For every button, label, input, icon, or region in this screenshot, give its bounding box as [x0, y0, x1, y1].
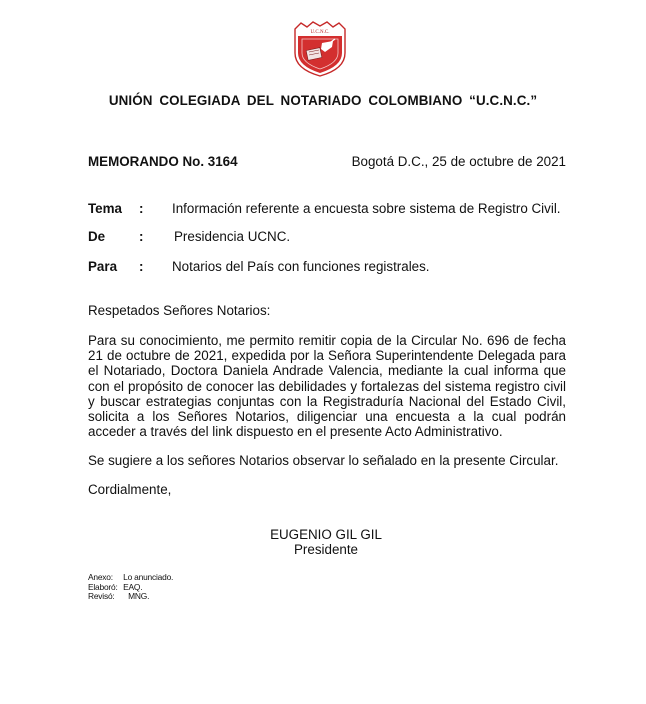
- footer-note-key: Revisó:: [88, 591, 115, 602]
- memo-date: Bogotá D.C., 25 de octubre de 2021: [351, 154, 566, 169]
- footer-note-value: Lo anunciado.: [123, 572, 174, 582]
- signer-title: Presidente: [293, 542, 359, 557]
- meta-row-tema: [88, 201, 588, 217]
- footer-note-value: MNG.: [128, 591, 150, 602]
- memo-number: MEMORANDO No. 3164: [88, 154, 238, 169]
- meta-colon: :: [139, 201, 144, 216]
- meta-label: Tema: [88, 201, 122, 216]
- footer-notes: [88, 573, 173, 602]
- footer-note-value: EAQ.: [123, 581, 143, 592]
- signer-name: EUGENIO GIL GIL: [270, 527, 382, 542]
- closing: Cordialmente,: [88, 482, 172, 497]
- meta-value: Información referente a encuesta sobre sistema de Registro Civil.: [172, 201, 561, 216]
- meta-colon: :: [139, 259, 144, 274]
- signature-block: [246, 527, 406, 557]
- meta-row-para: [88, 259, 588, 275]
- logo-text: U.C.N.C.: [310, 30, 330, 35]
- meta-label: De: [88, 229, 106, 244]
- suggestion-paragraph: Se sugiere a los señores Notarios observar lo señalado en la presente Circular.: [88, 453, 559, 468]
- footer-note-row: [88, 592, 173, 602]
- meta-value: Notarios del País con funciones registrales.: [172, 259, 430, 274]
- body-paragraph: Para su conocimiento, me permito remitir copia de la Circular No. 696 de fecha 21 de octubre de 2021, expedida por la Señora Superintendente Delegada para el Notariado, Doctora Daniela Andrade Valencia, mediante la cual informa que con el propósito de conocer las debilidades y fortalezas del sistema registro civil y buscar estrategias conjuntas con la Registraduría Nacional del Estado Civil, solicita a los Señores Notarios, diligenciar una encuesta a la cual podrán acceder a través del link dispuesto en el presente Acto Administrativo.: [88, 333, 566, 440]
- meta-value: Presidencia UCNC.: [174, 229, 291, 244]
- footer-note-key: Anexo:: [88, 572, 113, 582]
- ucnc-shield-logo-icon: [289, 19, 351, 77]
- organization-title: UNIÓN COLEGIADA DEL NOTARIADO COLOMBIANO “U.C.N.C.”: [108, 93, 538, 108]
- salutation: Respetados Señores Notarios:: [88, 303, 271, 318]
- footer-note-key: Elaboró:: [88, 581, 118, 592]
- meta-row-de: [88, 229, 588, 245]
- meta-colon: :: [139, 229, 144, 244]
- meta-label: Para: [88, 259, 118, 274]
